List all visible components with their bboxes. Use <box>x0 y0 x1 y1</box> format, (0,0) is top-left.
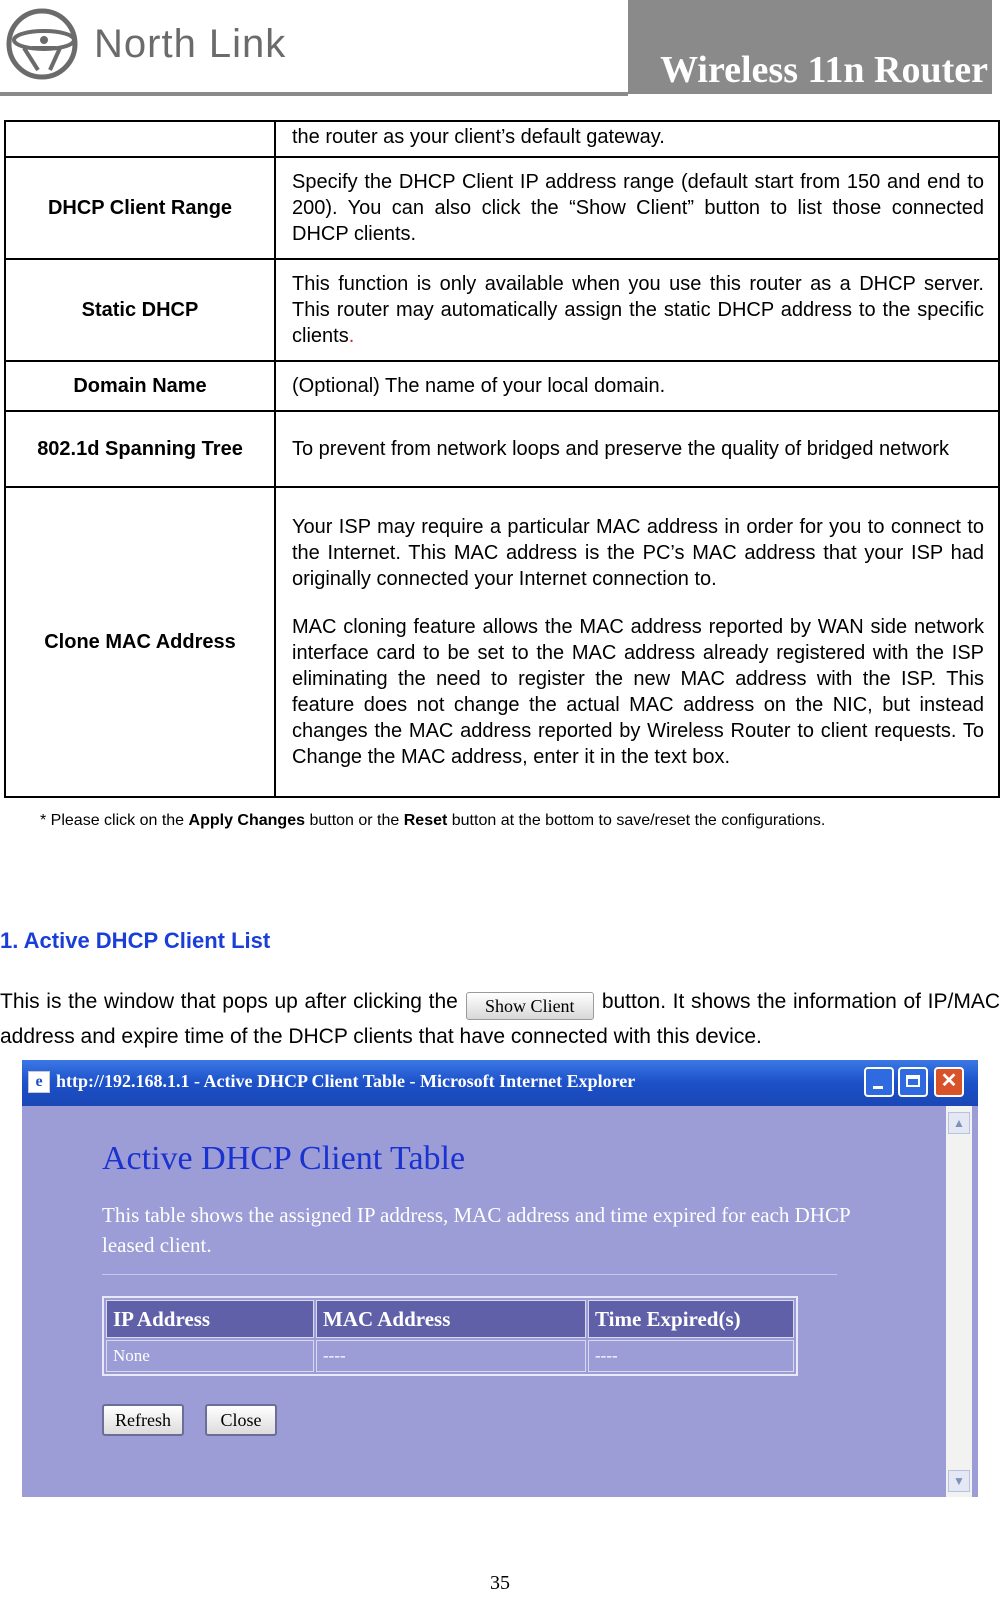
paragraph-text: button. It shows the information of IP/MAC address and expire time of the DHCP clients that have connected with this device. <box>0 990 1000 1048</box>
description-cell <box>275 157 999 259</box>
divider <box>102 1274 837 1275</box>
header-title: Wireless 11n Router <box>660 49 988 91</box>
term-cell: Domain Name <box>5 361 275 411</box>
page-heading: Active DHCP Client Table <box>102 1140 466 1177</box>
window-title: http://192.168.1.1 - Active DHCP Client Table - Microsoft Internet Explorer <box>56 1071 636 1091</box>
ip-cell: None <box>106 1340 314 1372</box>
scroll-up-arrow-icon[interactable]: ▲ <box>948 1112 970 1134</box>
description-cell <box>275 487 999 797</box>
section-paragraph <box>0 985 1000 1054</box>
description-cell <box>275 259 999 361</box>
column-header-mac: MAC Address <box>316 1300 586 1338</box>
paragraph-text: This is the window that pops up after clicking the <box>0 990 458 1013</box>
term-cell: Static DHCP <box>5 259 275 361</box>
scroll-down-arrow-icon[interactable]: ▼ <box>948 1470 970 1492</box>
description-text: (Optional) The name of your local domain. <box>292 375 666 397</box>
dhcp-client-table <box>102 1296 798 1376</box>
maximize-icon <box>906 1075 920 1087</box>
description-text: To prevent from network loops and preserve the quality of bridged network <box>292 438 950 460</box>
refresh-button[interactable]: Refresh <box>102 1404 184 1436</box>
header-divider <box>0 92 628 96</box>
table-row <box>5 259 999 361</box>
save-reset-note <box>40 812 825 830</box>
column-header-ip: IP Address <box>106 1300 314 1338</box>
column-header-time: Time Expired(s) <box>588 1300 794 1338</box>
description-text: Your ISP may require a particular MAC address in order for you to connect to the Internet. This MAC address is the PC’s MAC address that your ISP had originally connected your Internet connection to. <box>292 516 984 590</box>
note-reset-label: Reset <box>403 812 448 829</box>
table-row <box>5 157 999 259</box>
table-row <box>5 487 999 797</box>
note-text: button or the <box>305 812 404 829</box>
description-text: the router as your client’s default gateway. <box>292 126 665 148</box>
minimize-icon <box>873 1086 883 1089</box>
settings-description-table <box>4 120 1000 798</box>
table-header-row <box>106 1300 794 1338</box>
show-client-button-image: Show Client <box>466 992 594 1020</box>
note-apply-label: Apply Changes <box>188 812 305 829</box>
term-cell: 802.1d Spanning Tree <box>5 411 275 487</box>
ie-window-screenshot <box>22 1060 978 1497</box>
term-cell: Clone MAC Address <box>5 487 275 797</box>
table-row <box>5 361 999 411</box>
page-description: This table shows the assigned IP address, MAC address and time expired for each DHCP leased client. <box>102 1203 850 1257</box>
close-window-button[interactable] <box>934 1067 964 1097</box>
maximize-button[interactable] <box>898 1067 928 1097</box>
table-row <box>5 121 999 157</box>
description-text: MAC cloning feature allows the MAC address reported by WAN side network interface card to be set to the MAC address already registered with the ISP eliminating the need to register the new MAC address with the ISP. This feature does not change the actual MAC address on the NIC, but instead changes the MAC address reported by Wireless Router to client requests. To Change the MAC address, enter it in the text box. <box>292 616 984 768</box>
term-cell: DHCP Client Range <box>5 157 275 259</box>
header-title-box <box>628 0 992 94</box>
close-button[interactable]: Close <box>205 1404 277 1436</box>
minimize-button[interactable] <box>864 1067 894 1097</box>
logo-text: North Link <box>94 22 287 66</box>
time-cell: ---- <box>588 1340 794 1372</box>
description-cell <box>275 411 999 487</box>
page-number: 35 <box>490 1572 510 1594</box>
description-text: Specify the DHCP Client IP address range (default start from 150 and end to 200). You can also click the “Show Client” button to list those connected DHCP clients. <box>292 171 984 245</box>
description-paragraph <box>292 271 984 349</box>
mac-cell: ---- <box>316 1340 586 1372</box>
description-cell <box>275 121 999 157</box>
description-cell <box>275 361 999 411</box>
window-titlebar <box>22 1060 978 1106</box>
section-title: 1. Active DHCP Client List <box>0 928 271 953</box>
note-text: * Please click on the <box>40 812 189 829</box>
vertical-scrollbar[interactable] <box>946 1106 972 1497</box>
term-cell <box>5 121 275 157</box>
table-row <box>5 411 999 487</box>
page-header <box>0 0 1000 96</box>
note-text: button at the bottom to save/reset the configurations. <box>447 812 826 829</box>
description-text: This function is only available when you use this router as a DHCP server. This router may automatically assign the static DHCP address to the specific clients <box>292 273 984 347</box>
trailing-period: . <box>348 325 355 347</box>
close-icon: ✕ <box>940 1070 958 1092</box>
ie-page-icon: e <box>28 1071 50 1093</box>
table-row <box>106 1340 794 1372</box>
